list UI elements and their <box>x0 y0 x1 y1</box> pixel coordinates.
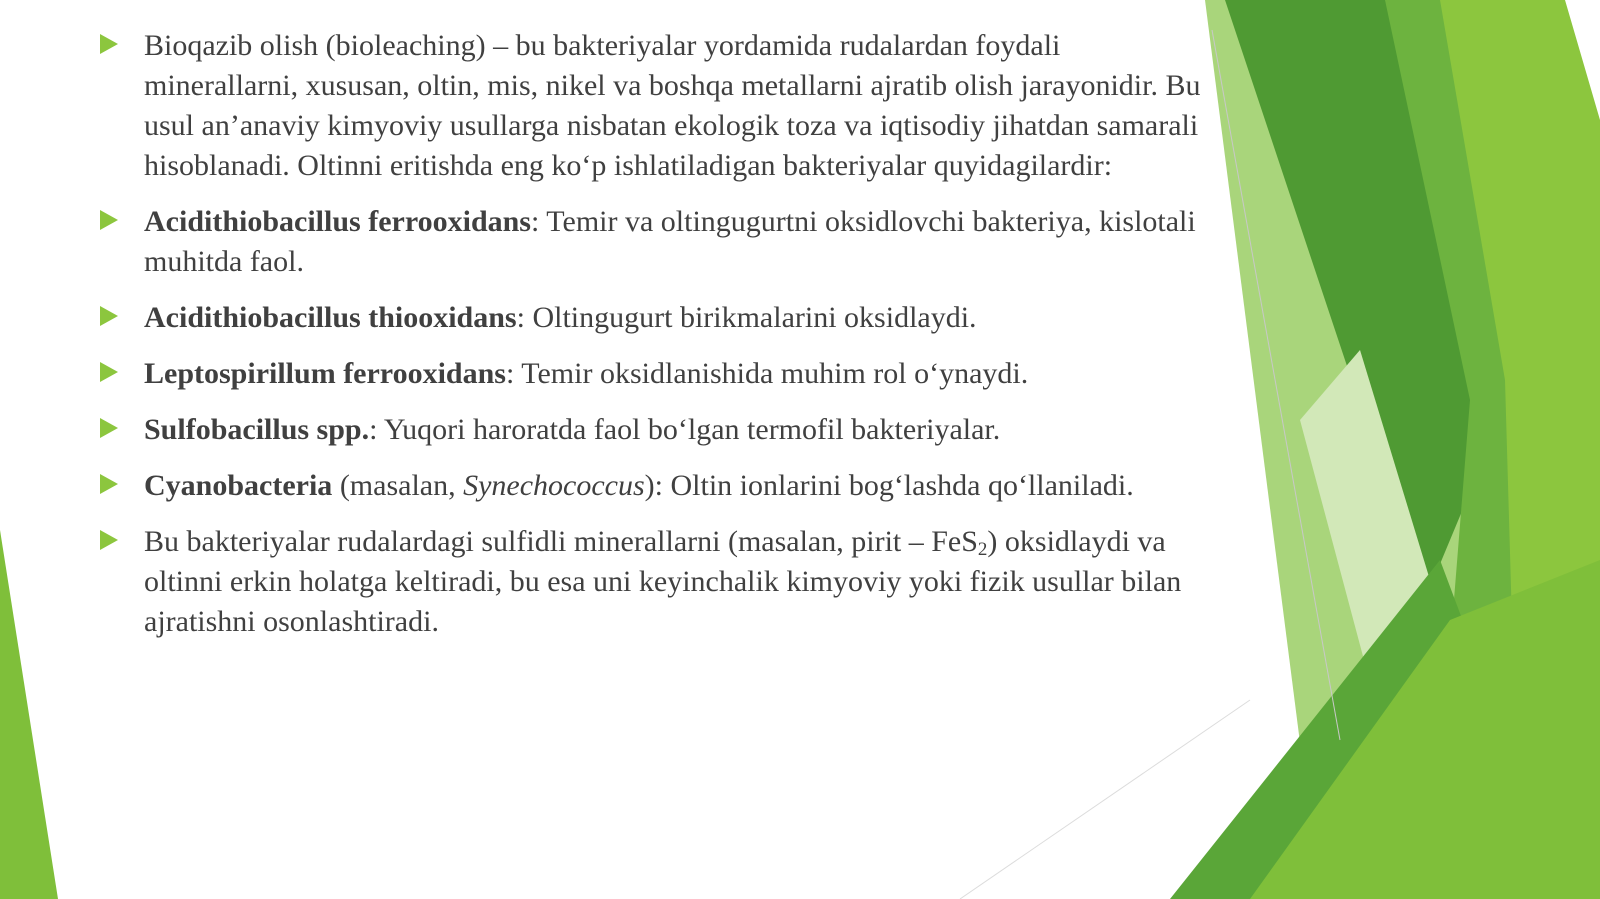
bullet-text: Leptospirillum ferrooxidans: Temir oksidlanishida muhim rol o‘ynaydi. <box>144 357 1029 390</box>
bacteria-name: Cyanobacteria <box>144 469 333 502</box>
list-item <box>100 202 1210 282</box>
list-item <box>100 522 1210 642</box>
list-item <box>100 466 1210 506</box>
bacteria-name: Acidithiobacillus ferrooxidans <box>144 205 531 238</box>
bullet-text: Acidithiobacillus thiooxidans: Oltingugurt birikmalarini oksidlaydi. <box>144 301 977 334</box>
list-item <box>100 26 1210 186</box>
bacteria-name: Leptospirillum ferrooxidans <box>144 357 506 390</box>
bacteria-name: Sulfobacillus spp. <box>144 413 370 446</box>
bullet-text: Bu bakteriyalar rudalardagi sulfidli minerallarni (masalan, pirit – FeS$_2$) oksidlaydi va oltinni erkin holatga keltiradi, bu esa uni keyinchalik kimyoviy yoki fizik usullar bilan ajratishni osonlashtiradi. <box>144 525 1182 638</box>
triangle-bullet-icon <box>100 530 118 550</box>
triangle-bullet-icon <box>100 362 118 382</box>
formula-subscript: 2 <box>977 539 988 560</box>
triangle-bullet-icon <box>100 474 118 494</box>
example-species: Synechococcus <box>463 469 645 502</box>
left-green-shape <box>0 530 58 899</box>
list-item <box>100 298 1210 338</box>
bacteria-name: Acidithiobacillus thiooxidans <box>144 301 517 334</box>
triangle-bullet-icon <box>100 210 118 230</box>
list-item <box>100 354 1210 394</box>
list-item <box>100 410 1210 450</box>
bullet-text: Sulfobacillus spp.: Yuqori haroratda faol bo‘lgan termofil bakteriyalar. <box>144 413 1001 446</box>
bullet-list <box>100 26 1210 658</box>
bullet-text: Bioqazib olish (bioleaching) – bu bakteriyalar yordamida rudalardan foydali minerallarni, xususan, oltin, mis, nikel va boshqa metallarni ajratib olish jarayonidir. Bu usul an’anaviy kimyoviy usullarga nisbatan ekologik toza va iqtisodiy jihatdan samarali hisoblanadi. Oltinni eritishda eng ko‘p ishlatiladigan bakteriyalar quyidagilardir: <box>144 29 1201 182</box>
triangle-bullet-icon <box>100 34 118 54</box>
triangle-bullet-icon <box>100 418 118 438</box>
bullet-text: Acidithiobacillus ferrooxidans: Temir va oltingugurtni oksidlovchi bakteriya, kislotali muhitda faol. <box>144 205 1196 278</box>
bullet-text: Cyanobacteria (masalan, Synechococcus): Oltin ionlarini bog‘lashda qo‘llaniladi. <box>144 469 1134 502</box>
triangle-bullet-icon <box>100 306 118 326</box>
